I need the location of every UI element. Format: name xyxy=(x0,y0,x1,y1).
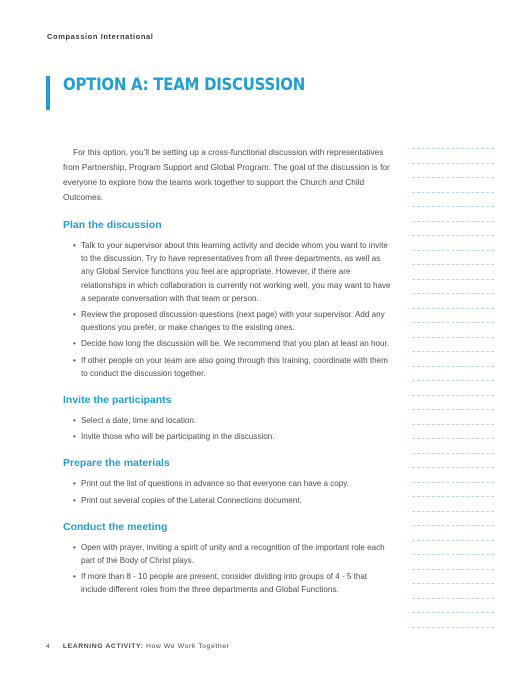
list-item xyxy=(73,239,393,305)
note-line xyxy=(412,250,494,251)
bullet-icon: • xyxy=(73,542,76,552)
note-line xyxy=(412,598,494,599)
org-name: Compassion International xyxy=(47,32,154,41)
list-item-text: Invite those who will be participating in the discussion. xyxy=(81,432,275,442)
list-item-text: Review the proposed discussion questions (next page) with your supervisor. Add any questions you prefer, or make changes to the existing ones. xyxy=(81,310,385,333)
section-conduct xyxy=(63,521,393,597)
note-line xyxy=(412,395,494,396)
bullet-icon: • xyxy=(73,572,76,582)
bullet-icon: • xyxy=(73,416,76,426)
section-prepare xyxy=(63,457,393,506)
list-item-text: Print out the list of questions in advance so that everyone can have a copy. xyxy=(81,479,350,489)
note-line xyxy=(412,380,494,381)
list-item-text: Decide how long the discussion will be. We recommend that you plan at least an hour. xyxy=(81,339,390,349)
note-line xyxy=(412,467,494,468)
list-item-text: Talk to your supervisor about this learning activity and decide whom you want to invite to the discussion. Try to have representatives from all three departments, as well as any Global Service functions you feel are appropriate. However, if there are relationships in which collaboration is currently not working well, you may want to have a separate conversation with that team or person. xyxy=(81,241,391,303)
bullet-icon: • xyxy=(73,355,76,365)
main-content xyxy=(63,145,393,600)
note-line xyxy=(412,279,494,280)
list-item xyxy=(73,494,393,507)
list-item xyxy=(73,308,393,334)
note-line xyxy=(412,177,494,178)
note-line xyxy=(412,612,494,613)
note-line xyxy=(412,554,494,555)
list-item xyxy=(73,541,393,567)
note-line xyxy=(412,496,494,497)
list-item-text: If more than 8 - 10 people are present, consider dividing into groups of 4 - 5 that include different roles from the three departments and Global Functions. xyxy=(81,572,368,595)
note-line xyxy=(412,409,494,410)
note-line xyxy=(412,351,494,352)
note-line xyxy=(412,206,494,207)
footer-label: LEARNING ACTIVITY: xyxy=(62,643,144,650)
note-line xyxy=(412,221,494,222)
page-title: OPTION A: TEAM DISCUSSION xyxy=(63,75,306,95)
note-line xyxy=(412,337,494,338)
title-accent-bar xyxy=(46,76,50,110)
note-line xyxy=(412,322,494,323)
list-item-text: If other people on your team are also going through this training, coordinate with them to conduct the discussion together. xyxy=(81,355,388,378)
note-line xyxy=(412,627,494,628)
section-heading: Plan the discussion xyxy=(63,219,162,231)
bullet-icon: • xyxy=(73,495,76,505)
intro-paragraph: For this option, you’ll be setting up a cross-functional discussion with representatives from Partnership, Program Support and Global Program. The goal of the discussion is for everyone to explore how the teams work together to support the Church and Child Outcomes. xyxy=(63,147,390,202)
list-item xyxy=(73,337,393,350)
section-heading: Conduct the meeting xyxy=(63,520,168,533)
section-heading: Prepare the materials xyxy=(63,457,170,470)
bullet-icon: • xyxy=(73,310,76,320)
note-line xyxy=(412,453,494,454)
list-item-text: Select a date, time and location. xyxy=(81,416,197,426)
bullet-icon: • xyxy=(73,432,76,442)
note-line xyxy=(412,293,494,294)
note-line xyxy=(412,540,494,541)
note-line xyxy=(412,482,494,483)
page-number: 4 xyxy=(46,643,51,650)
note-line xyxy=(412,308,494,309)
note-line xyxy=(412,525,494,526)
note-line xyxy=(412,264,494,265)
note-line xyxy=(412,163,494,164)
section-heading: Invite the participants xyxy=(63,394,172,407)
footer-subtitle: How We Work Together xyxy=(146,643,230,650)
note-line xyxy=(412,192,494,193)
bullet-list xyxy=(63,414,393,443)
list-item xyxy=(73,477,393,490)
list-item xyxy=(73,430,393,443)
note-lines xyxy=(412,148,494,641)
note-line xyxy=(412,511,494,512)
note-line xyxy=(412,569,494,570)
bullet-icon: • xyxy=(73,479,76,489)
note-line xyxy=(412,148,494,149)
bullet-icon: • xyxy=(73,339,76,349)
page-footer xyxy=(46,643,229,650)
list-item xyxy=(73,354,393,380)
section-invite xyxy=(63,394,393,443)
note-line xyxy=(412,583,494,584)
list-item xyxy=(73,414,393,427)
note-line xyxy=(412,424,494,425)
note-line xyxy=(412,235,494,236)
bullet-list xyxy=(63,541,393,597)
note-line xyxy=(412,438,494,439)
note-line xyxy=(412,366,494,367)
list-item xyxy=(73,570,393,596)
list-item-text: Print out several copies of the Lateral Connections document. xyxy=(81,495,302,505)
bullet-list xyxy=(63,477,393,506)
section-plan xyxy=(63,219,393,380)
list-item-text: Open with prayer, inviting a spirit of unity and a recognition of the important role each part of the Body of Christ plays. xyxy=(81,542,385,566)
bullet-icon: • xyxy=(73,241,76,250)
bullet-list xyxy=(63,239,393,380)
